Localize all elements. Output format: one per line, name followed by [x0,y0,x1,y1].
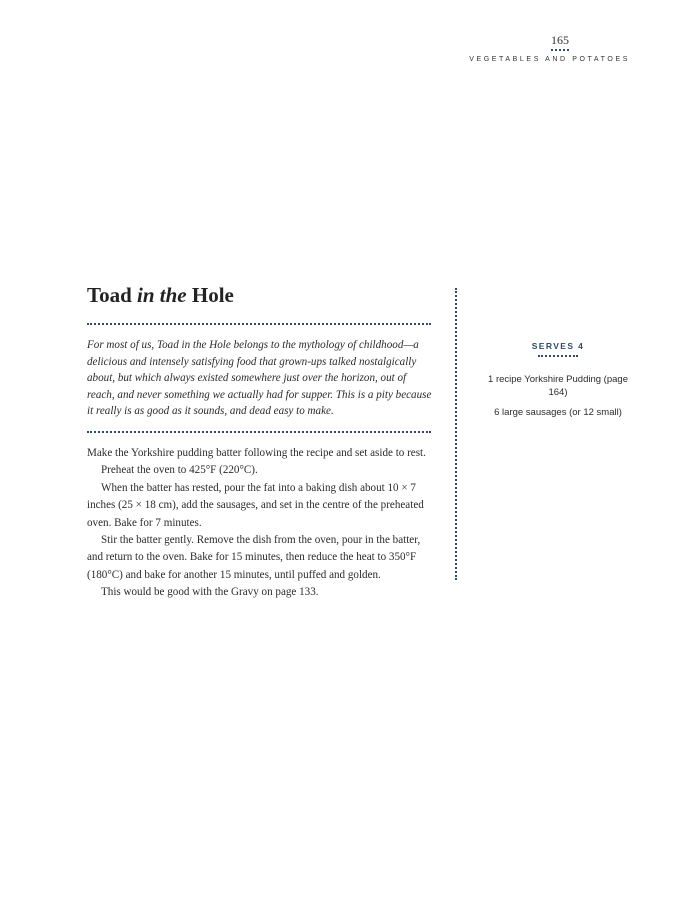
page-number-ornament [551,49,569,51]
page-number: 165 [551,33,569,47]
recipe-title [87,283,234,308]
recipe-intro: For most of us, Toad in the Hole belongs to the mythology of childhood—a delicious and intensely satisfying food that grown-ups talked nostalgically about, but which always existed somewhere just over the horizon, out of reach, and never something we actually had for supper. This is a pity because it really is as good as it sounds, and dead easy to make. [87,339,432,417]
method-step: Preheat the oven to 425°F (220°C). [101,464,258,477]
ingredient-item: 1 recipe Yorkshire Pudding (page 164) [488,374,628,398]
method-step: This would be good with the Gravy on page 133. [101,586,319,599]
serves-label: SERVES 4 [531,341,585,351]
method-step: Make the Yorkshire pudding batter following the recipe and set aside to rest. [87,447,426,459]
ingredients-sidebar [483,340,633,426]
serves-underline [538,355,578,357]
ingredient-list [483,373,633,419]
title-divider [87,323,431,325]
running-head: VEGETABLES AND POTATOES [469,56,630,63]
method-step: When the batter has rested, pour the fat into a baking dish about 10 × 7 inches (25 × 18 cm), add the sausages, and set in the centre of the preheated oven. Bake for 7 minutes. [87,481,424,529]
intro-divider [87,431,431,433]
method-step: Stir the batter gently. Remove the dish from the oven, pour in the batter, and return to the oven. Bake for 15 minutes, then reduce the heat to 350°F (180°C) and bake for another 15 minutes, until puffed and golden. [87,534,421,581]
ingredient-item: 6 large sausages (or 12 small) [494,407,622,418]
recipe-title-part1: Toad [87,283,138,307]
recipe-method [87,445,433,602]
recipe-title-part2: Hole [186,283,234,307]
recipe-title-italic: in the [137,283,187,307]
column-divider [455,288,457,580]
